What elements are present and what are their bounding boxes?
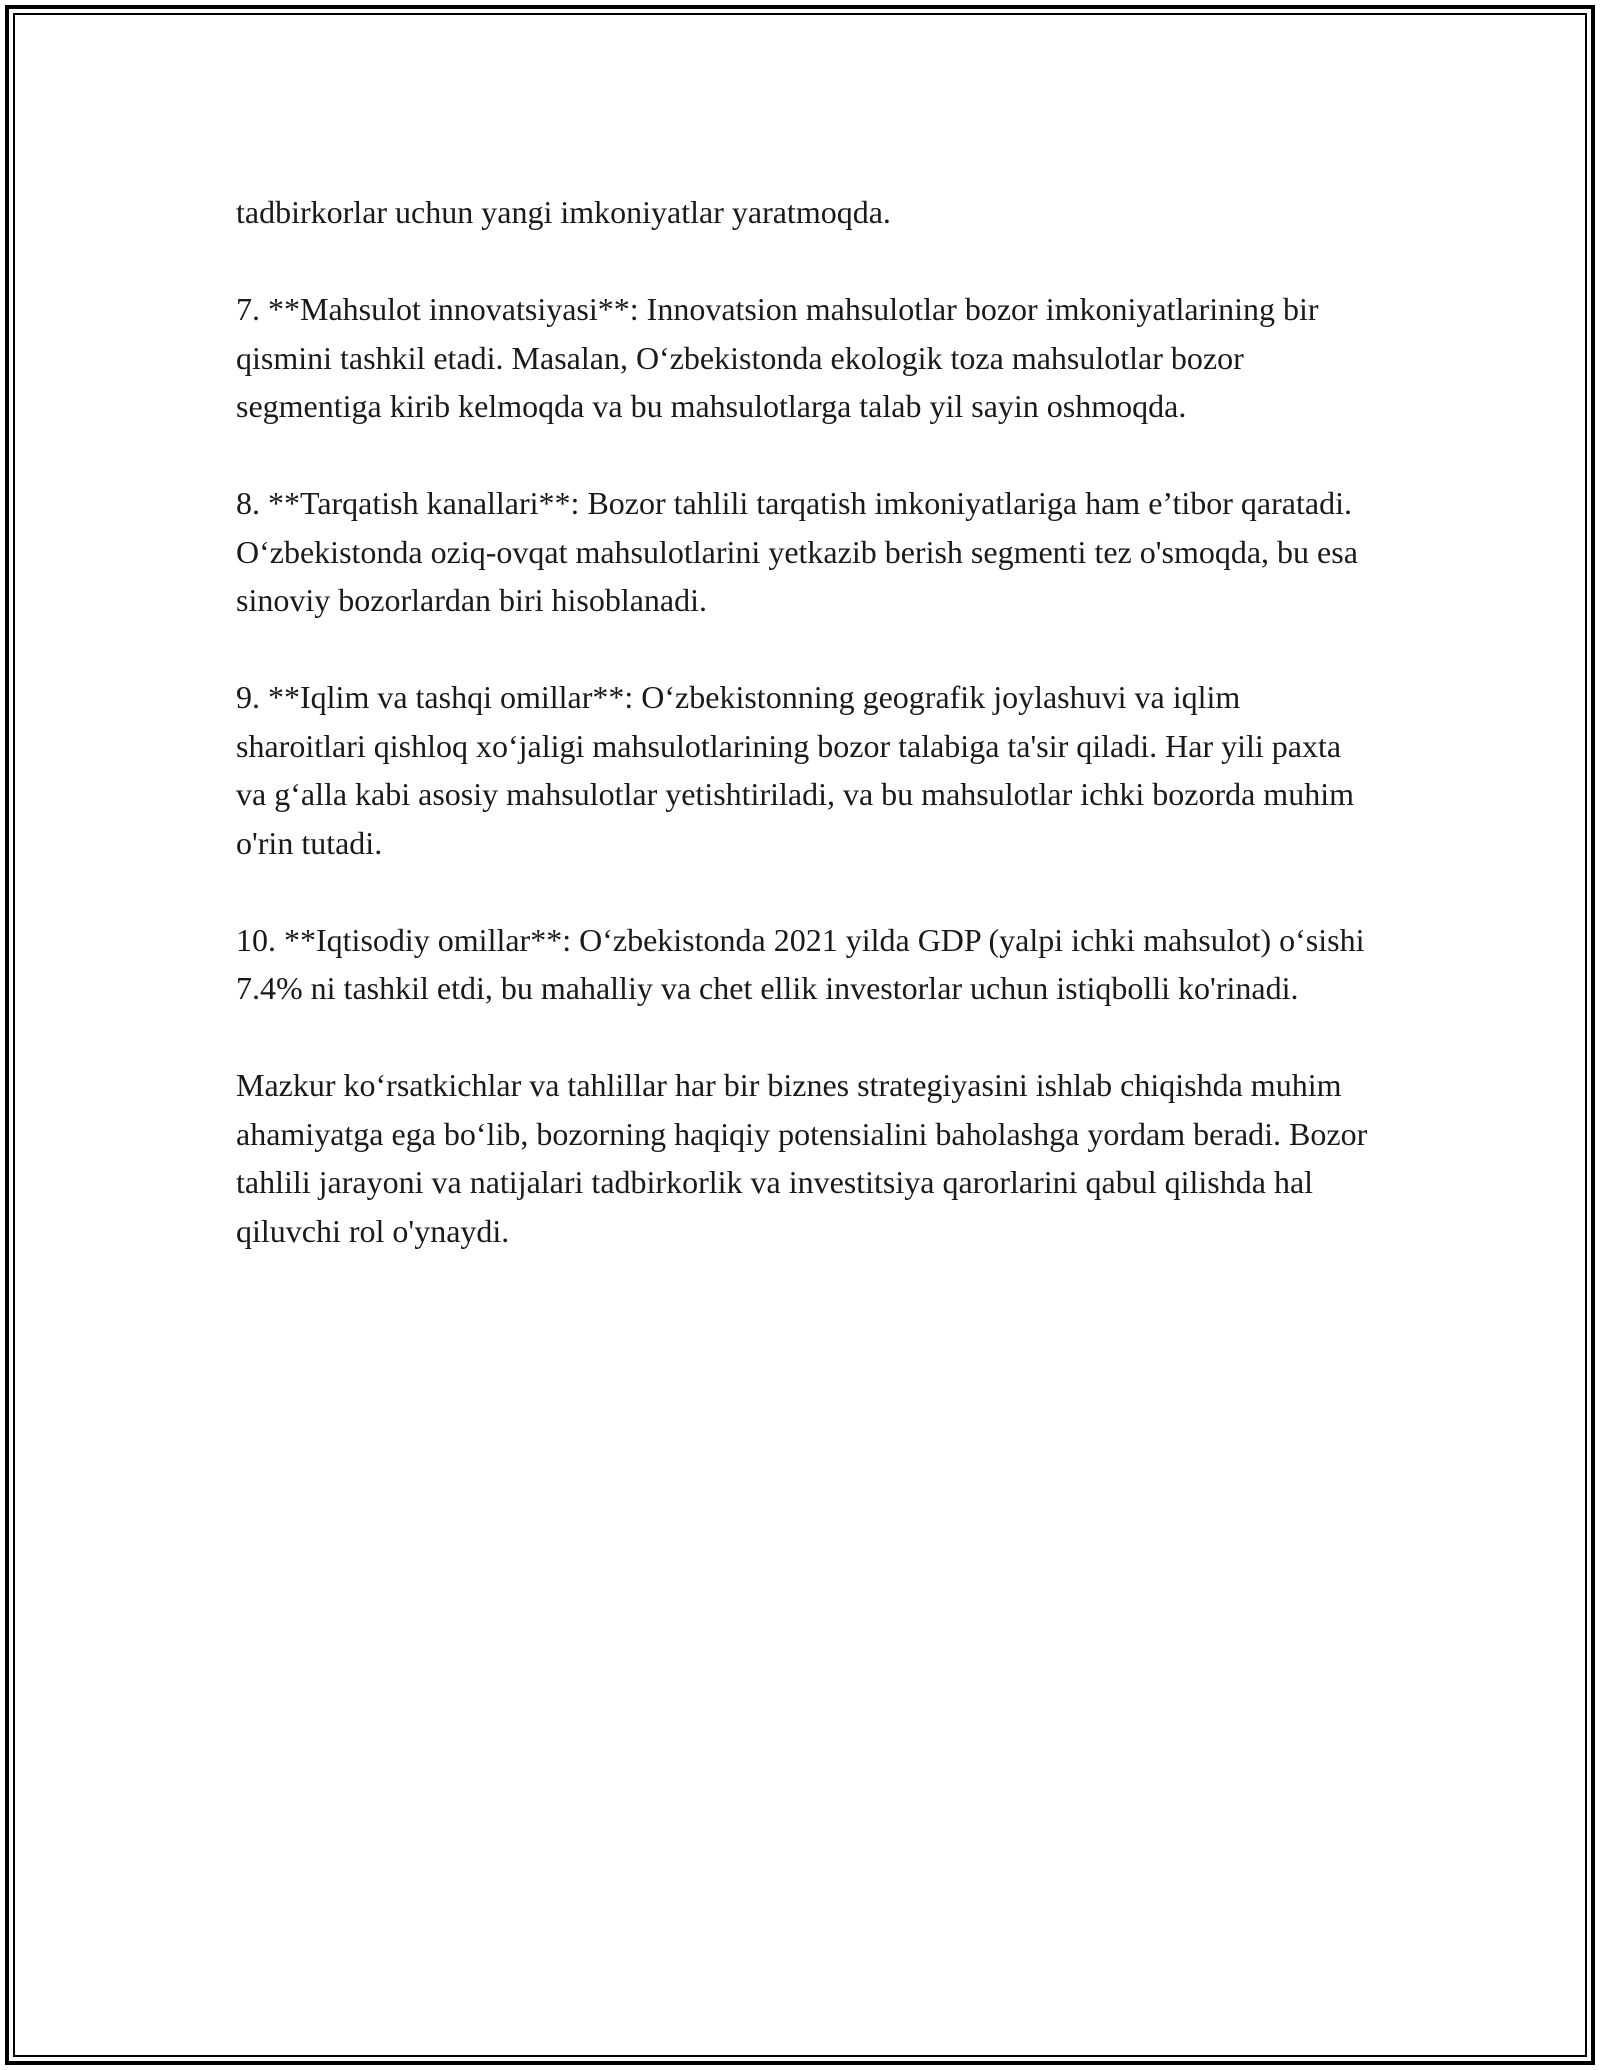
document-body xyxy=(236,188,1376,1304)
paragraph-distribution-channels: 8. **Tarqatish kanallari**: Bozor tahlili tarqatish imkoniyatlariga ham e’tibor qaratadi. O‘zbekistonda oziq-ovqat mahsulotlarini yetkazib berish segmenti tez o'smoqda, bu esa sinoviy bozorlardan biri hisoblanadi. xyxy=(236,485,1358,618)
paragraph-economic-factors: 10. **Iqtisodiy omillar**: O‘zbekistonda 2021 yilda GDP (yalpi ichki mahsulot) o‘sishi 7.4% ni tashkil etdi, bu mahalliy va chet ellik investorlar uchun istiqbolli ko'rinadi. xyxy=(236,921,1365,1006)
paragraph-continuation: tadbirkorlar uchun yangi imkoniyatlar yaratmoqda. xyxy=(236,194,891,230)
paragraph-product-innovation: 7. **Mahsulot innovatsiyasi**: Innovatsion mahsulotlar bozor imkoniyatlarining bir qismini tashkil etadi. Masalan, O‘zbekistonda ekologik toza mahsulotlar bozor segmentiga kirib kelmoqda va bu mahsulotlarga talab yil sayin oshmoqda. xyxy=(236,291,1319,424)
paragraph-conclusion: Mazkur ko‘rsatkichlar va tahlillar har bir biznes strategiyasini ishlab chiqishda muhim ahamiyatga ega bo‘lib, bozorning haqiqiy potensialini baholashga yordam beradi. Bozor tahlili jarayoni va natijalari tadbirkorlik va investitsiya qarorlarini qabul qilishda hal qiluvchi rol o'ynaydi. xyxy=(236,1067,1368,1249)
paragraph-climate-factors: 9. **Iqlim va tashqi omillar**: O‘zbekistonning geografik joylashuvi va iqlim sharoitlari qishloq xo‘jaligi mahsulotlarining bozor talabiga ta'sir qiladi. Har yili paxta va g‘alla kabi asosiy mahsulotlar yetishtiriladi, va bu mahsulotlar ichki bozorda muhim o'rin tutadi. xyxy=(236,679,1354,861)
